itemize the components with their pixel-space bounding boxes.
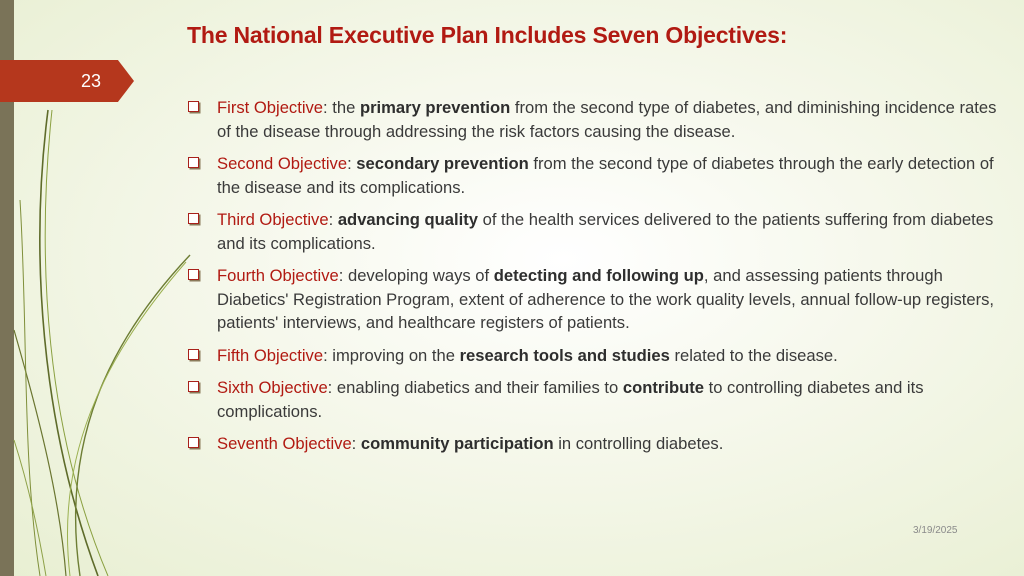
objective-item	[188, 96, 1000, 143]
objective-item	[188, 376, 1000, 423]
objective-connector: :	[328, 210, 338, 229]
checkbox-bullet-icon	[188, 381, 199, 392]
objective-text: from the second type of diabetes, and diminishing incidence rates of the disease through addressing the risk factors causing the disease.	[217, 98, 997, 141]
checkbox-bullet-icon	[188, 213, 199, 224]
objective-text: to controlling diabetes and its complications.	[217, 378, 924, 421]
objective-emphasis: primary prevention	[359, 98, 511, 117]
objective-item	[188, 432, 1000, 456]
slide-number: 23	[80, 71, 102, 91]
objective-emphasis: secondary prevention	[356, 154, 529, 173]
slide-date: 3/19/2025	[913, 525, 958, 536]
objective-name: First Objective	[217, 98, 324, 117]
objective-text: , and assessing patients through Diabetics' Registration Program, extent of adherence to the work quality levels, annual follow-up registers, patients' interviews, and healthcare registers of patients.	[217, 266, 995, 332]
objective-item	[188, 152, 1000, 199]
objective-connector: :	[351, 434, 361, 453]
objective-item	[188, 208, 1000, 255]
objective-text: of the health services delivered to the patients suffering from diabetes and its complications.	[217, 210, 994, 253]
objective-connector: :	[347, 154, 357, 173]
objective-name: Seventh Objective	[217, 434, 352, 453]
objective-connector: : improving on the	[323, 345, 460, 365]
slide-number-tab	[0, 60, 134, 102]
slide-title: The National Executive Plan Includes Seven Objectives:	[187, 22, 788, 48]
objective-name: Fifth Objective	[217, 345, 324, 365]
objective-name: Third Objective	[217, 210, 329, 229]
objective-connector: : enabling diabetics and their families to	[327, 378, 623, 397]
checkbox-bullet-icon	[188, 437, 199, 448]
objective-name: Second Objective	[217, 154, 348, 173]
objective-emphasis: research tools and studies	[459, 345, 670, 365]
objective-connector: : the	[323, 98, 360, 117]
objective-name: Sixth Objective	[217, 378, 328, 397]
objective-item	[188, 344, 1000, 368]
checkbox-bullet-icon	[188, 101, 199, 112]
objective-emphasis: advancing quality	[337, 210, 478, 229]
objectives-list	[188, 96, 1000, 465]
checkbox-bullet-icon	[188, 269, 199, 280]
objective-emphasis: contribute	[622, 378, 704, 397]
objective-emphasis: detecting and following up	[493, 266, 704, 285]
objective-name: Fourth Objective	[217, 266, 339, 285]
objective-text: in controlling diabetes.	[553, 434, 724, 453]
objective-item	[188, 264, 1000, 335]
checkbox-bullet-icon	[188, 349, 199, 360]
objective-text: from the second type of diabetes through the early detection of the disease and its complications.	[217, 154, 994, 197]
objective-emphasis: community participation	[360, 434, 554, 453]
objective-connector: : developing ways of	[338, 266, 494, 285]
checkbox-bullet-icon	[188, 157, 199, 168]
objective-text: related to the disease.	[669, 345, 838, 365]
